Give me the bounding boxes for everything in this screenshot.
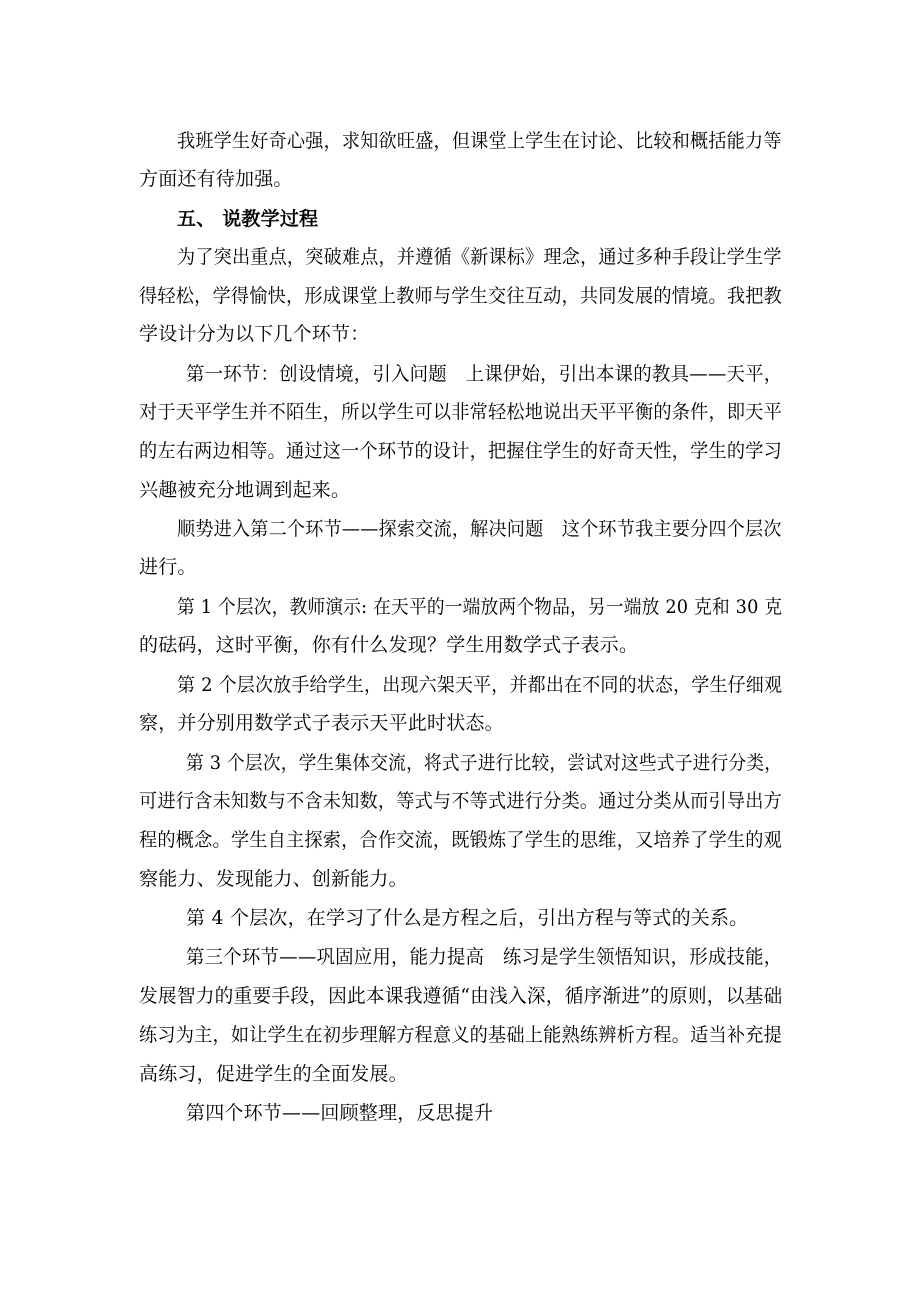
- paragraph-line: 为了突出重点，突破难点，并遵循《新课标》理念，通过多种手段让学生学: [177, 246, 782, 268]
- paragraph-line: 第一环节：创设情境，引入问题 上课伊始，引出本课的教具——天平，: [186, 363, 783, 385]
- paragraph-line: 兴趣被充分地调到起来。: [139, 479, 351, 501]
- paragraph-line: 第 2 个层次放手给学生，出现六架天平，并都出在不同的状态，学生仔细观: [177, 674, 783, 696]
- paragraph-line: 第 4 个层次，在学习了什么是方程之后，引出方程与等式的关系。: [186, 907, 749, 929]
- paragraph-line: 方面还有待加强。: [139, 168, 293, 190]
- paragraph-line: 学设计分为以下几个环节：: [139, 323, 370, 345]
- paragraph-line: 察能力、发现能力、创新能力。: [139, 868, 408, 890]
- paragraph-line: 程的概念。学生自主探索，合作交流，既锻炼了学生的思维，又培养了学生的观: [139, 829, 782, 851]
- paragraph-line: 第三个环节——巩固应用，能力提高 练习是学生领悟知识，形成技能，: [186, 946, 783, 968]
- paragraph-line: 高练习，促进学生的全面发展。: [139, 1063, 408, 1085]
- section-heading: 五、 说教学过程: [177, 208, 319, 230]
- paragraph-line: 可进行含未知数与不含未知数，等式与不等式进行分类。通过分类从而引导出方: [139, 790, 782, 812]
- paragraph-line: 得轻松，学得愉快，形成课堂上教师与学生交往互动，共同发展的情境。我把教: [139, 285, 782, 307]
- paragraph-line: 的砝码，这时平衡，你有什么发现？学生用数学式子表示。: [139, 634, 639, 656]
- paragraph-line: 对于天平学生并不陌生，所以学生可以非常轻松地说出天平平衡的条件，即天平: [139, 401, 782, 423]
- paragraph-line: 的左右两边相等。通过这一个环节的设计，把握住学生的好奇天性，学生的学习: [139, 440, 782, 462]
- paragraph-line: 第 3 个层次，学生集体交流，将式子进行比较，尝试对这些式子进行分类，: [186, 752, 783, 774]
- paragraph-line: 进行。: [139, 556, 197, 578]
- paragraph-line: 练习为主，如让学生在初步理解方程意义的基础上能熟练辨析方程。适当补充提: [139, 1024, 782, 1046]
- paragraph-line: 第四个环节——回顾整理，反思提升: [186, 1102, 494, 1124]
- paragraph-line: 察，并分别用数学式子表示天平此时状态。: [139, 712, 504, 734]
- paragraph-line: 顺势进入第二个环节——探索交流，解决问题 这个环节我主要分四个层次: [177, 518, 782, 540]
- paragraph-line: 我班学生好奇心强，求知欲旺盛，但课堂上学生在讨论、比较和概括能力等: [177, 130, 782, 152]
- paragraph-line: 发展智力的重要手段，因此本课我遵循“由浅入深，循序渐进”的原则，以基础: [139, 985, 783, 1007]
- paragraph-line: 第 1 个层次，教师演示: 在天平的一端放两个物品，另一端放 20 克和 30 克: [177, 596, 783, 618]
